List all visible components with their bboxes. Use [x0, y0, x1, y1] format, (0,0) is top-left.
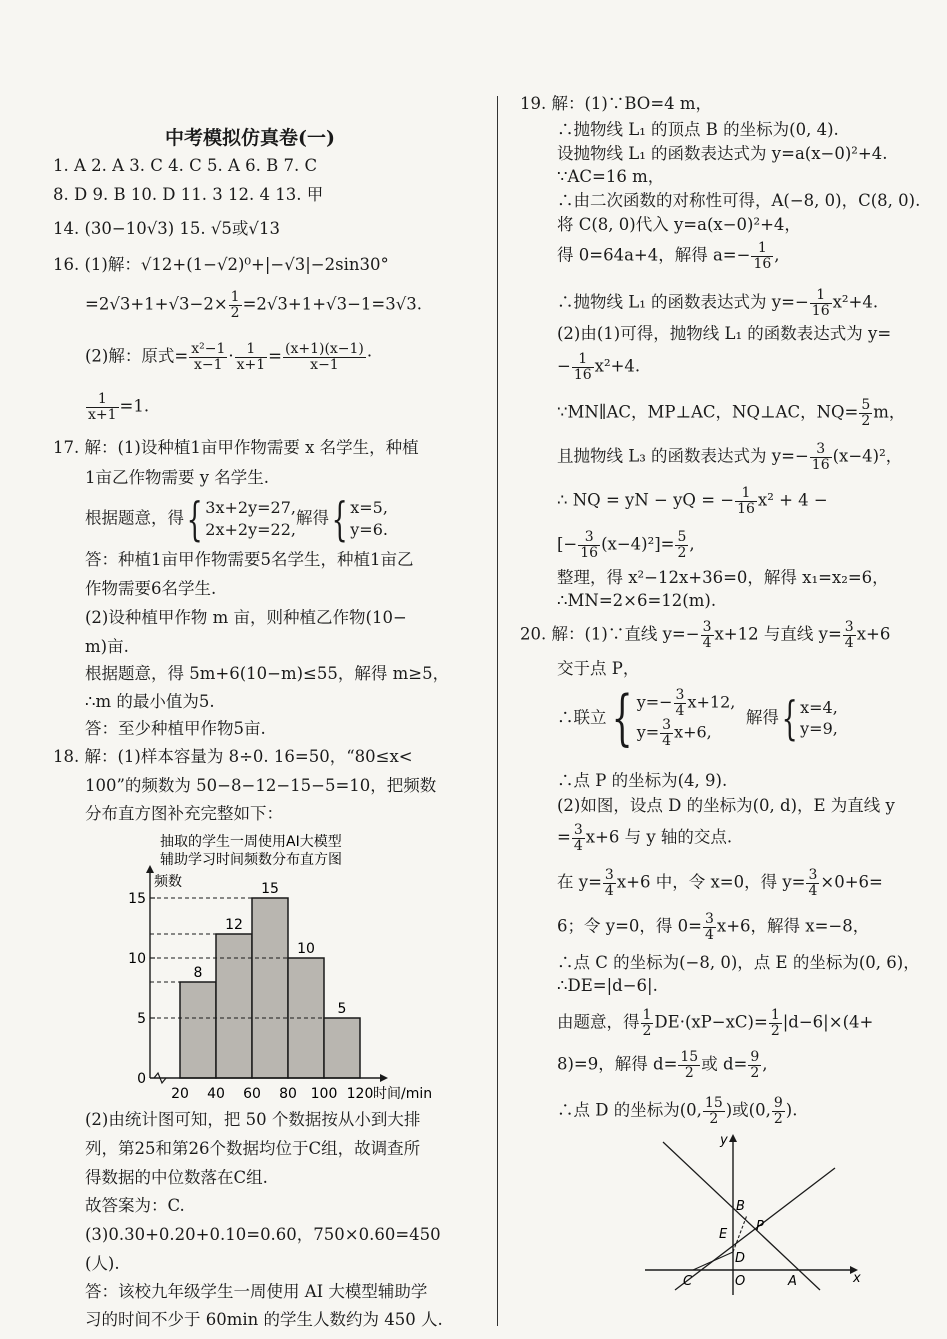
- q19-line8: ∴抛物线 L₁ 的函数表达式为 y=− $\frac{1}{16}$ x²+4.: [557, 287, 879, 319]
- q19-line6: 将 C(8, 0)代入 y=a(x−0)²+4，: [557, 215, 801, 234]
- q17-line6: (2)设种植甲作物 m 亩，则种植乙作物(10−: [85, 608, 407, 627]
- q20-line2: 交于点 P，: [557, 659, 640, 678]
- q17-line8: 根据题意，得 5m+6(10−m)≤55，解得 m≥5，: [85, 664, 450, 683]
- page-title: 中考模拟仿真卷(一): [165, 127, 335, 149]
- y-tick-label: 0: [137, 1071, 146, 1087]
- q17-line7: m)亩.: [85, 637, 129, 656]
- y-tick-label: 15: [128, 891, 146, 907]
- q20-line5: (2)如图，设点 D 的坐标为(0, d)，E 为直线 y: [557, 796, 895, 815]
- q19-line9: (2)由(1)可得，抛物线 L₁ 的函数表达式为 y=: [557, 324, 892, 343]
- x-tick-label: 120: [346, 1086, 374, 1102]
- bar-value-label: 10: [297, 941, 315, 957]
- q19-line7: 得 0=64a+4，解得 a=− $\frac{1}{16}$ ,: [557, 240, 780, 272]
- q17-line10: 答：至少种植甲作物5亩.: [85, 719, 266, 738]
- q18-line11: 习的时间不少于 60min 的学生人数约为 450 人.: [85, 1310, 443, 1329]
- q20-line13: ∴点 D 的坐标为(0, $\frac{15}{2}$ )或(0, $\frac{9}{2}$ ).: [557, 1095, 798, 1127]
- bar-value-label: 12: [225, 917, 243, 933]
- q18-line5: 列，第25和第26个数据均位于C组，故调查所: [85, 1139, 421, 1158]
- q18-line3: 分布直方图补充完整如下：: [85, 804, 283, 823]
- q17-system: 根据题意，得{ 3x+2y=27, 2x+2y=22,解得{ x=5, y=6.: [85, 492, 388, 546]
- q20-line10: ∴DE=|d−6|.: [557, 976, 658, 995]
- bar-value-label: 5: [337, 1001, 347, 1017]
- q17-line1: 17. 解：(1)设种植1亩甲作物需要 x 名学生，种植: [53, 438, 419, 457]
- y-axis-arrow: [729, 1134, 737, 1142]
- label-x: x: [853, 1271, 861, 1286]
- histogram-bar: [324, 1018, 360, 1078]
- chart-title-line2: 辅助学习时间频数分布直方图: [160, 852, 342, 868]
- q20-system: ∴联立{ y=− $\frac{3}{4}$ x+12, y= $\frac{3}{4}$ x+6, 解得{ x=4, y=9,: [557, 683, 838, 754]
- q16-line3: (2)解：原式= $\frac{\text{x²−1}}{x-1}$ · $\frac{1}{x+1}$ = $\frac{(x+1)(x-1)}{x-1}$ ·: [85, 341, 373, 373]
- segment-pd: [733, 1215, 747, 1252]
- histogram-bar: [180, 982, 216, 1078]
- bar-value-label: 15: [261, 881, 279, 897]
- segment-cd: [693, 1252, 733, 1270]
- histogram-bar: [216, 934, 252, 1078]
- q17-line2: 1亩乙作物需要 y 名学生.: [85, 468, 270, 487]
- q20-line11: 由题意，得 $\frac{1}{2}$ DE·(xP−xC)= $\frac{1}{2}$ |d−6|×(4+: [557, 1007, 874, 1039]
- column-divider: [497, 96, 498, 1326]
- q19-line16: ∴MN=2×6=12(m).: [557, 591, 717, 610]
- y-tick-label: 10: [128, 951, 146, 967]
- q20-line7: 在 y= $\frac{3}{4}$ x+6 中，令 x=0，得 y= $\frac{3}{4}$ ×0+6=: [557, 867, 883, 899]
- label-y: y: [720, 1133, 728, 1148]
- chart-title-line1: 抽取的学生一周使用AI大模型: [160, 834, 342, 850]
- q19-line13: ∴ NQ = yN − yQ = − $\frac{1}{16}$ x² + 4 −: [557, 485, 828, 517]
- q16-line4: $\frac{1}{x+1}$ =1.: [88, 391, 150, 423]
- q19-line14: [− $\frac{3}{16}$ (x−4)²]= $\frac{5}{2}$ ,: [557, 529, 695, 561]
- q19-line2: ∴抛物线 L₁ 的顶点 B 的坐标为(0, 4).: [557, 120, 839, 139]
- q20-line6: = $\frac{3}{4}$ x+6 与 y 轴的交点.: [557, 822, 733, 854]
- q19-line3: 设抛物线 L₁ 的函数表达式为 y=a(x−0)²+4.: [557, 144, 888, 163]
- q19-line15: 整理，得 x²−12x+36=0，解得 x₁=x₂=6，: [557, 568, 889, 587]
- label-p: P: [756, 1219, 764, 1234]
- label-o: O: [735, 1274, 746, 1289]
- q18-line10: 答：该校九年级学生一周使用 AI 大模型辅助学: [85, 1282, 428, 1301]
- q20-line9: ∴点 C 的坐标为(−8, 0)，点 E 的坐标为(0, 6)，: [557, 953, 920, 972]
- q16-line1: 16. (1)解：√12+(1−√2)⁰+|−√3|−2sin30°: [53, 255, 389, 274]
- q20-line1: 20. 解：(1)∵直线 y=− $\frac{3}{4}$ x+12 与直线 y= $\frac{3}{4}$ x+6: [520, 619, 891, 651]
- q17-line5: 作物需要6名学生.: [85, 579, 217, 598]
- answers-1-7: 1. A 2. A 3. C 4. C 5. A 6. B 7. C: [53, 156, 318, 175]
- chart-xlabel: 时间/min: [373, 1086, 433, 1102]
- line-l1: [663, 1142, 820, 1290]
- q18-line4: (2)由统计图可知，把 50 个数据按从小到大排: [85, 1110, 421, 1129]
- chart-ylabel: 频数: [154, 874, 182, 890]
- q16-line2: =2√3+1+√3−2× $\frac{1}{2}$ =2√3+1+√3−1=3√3.: [85, 289, 422, 321]
- x-tick-label: 80: [279, 1086, 297, 1102]
- label-e: E: [719, 1227, 728, 1242]
- q17-line4: 答：种植1亩甲作物需要5名学生，种植1亩乙: [85, 550, 414, 569]
- label-a: A: [788, 1274, 797, 1289]
- q19-line11: ∵MN∥AC，MP⊥AC，NQ⊥AC，NQ= $\frac{5}{2}$ m，: [557, 397, 906, 429]
- histogram-bar: [252, 898, 288, 1078]
- q18-line2: 100”的频数为 50−8−12−15−5=10，把频数: [85, 776, 437, 795]
- answers-14-15: 14. (30−10√3) 15. √5或√13: [53, 219, 280, 238]
- bar-value-label: 8: [193, 965, 203, 981]
- q18-line1: 18. 解：(1)样本容量为 8÷0. 16=50，“80≤x<: [53, 747, 413, 766]
- label-c: C: [683, 1274, 693, 1289]
- q17-line9: ∴m 的最小值为5.: [85, 692, 215, 711]
- x-tick-label: 60: [243, 1086, 261, 1102]
- x-tick-label: 20: [171, 1086, 189, 1102]
- q18-line7: 故答案为：C.: [85, 1196, 185, 1215]
- histogram-chart: [120, 828, 460, 1108]
- q19-line5: ∴由二次函数的对称性可得，A(−8, 0)，C(8, 0).: [557, 191, 921, 210]
- q19-line4: ∵AC=16 m，: [557, 167, 665, 186]
- x-tick-label: 40: [207, 1086, 225, 1102]
- q20-line8: 6；令 y=0，得 0= $\frac{3}{4}$ x+6，解得 x=−8，: [557, 911, 870, 943]
- chart-x-axis-arrow: [380, 1074, 388, 1082]
- q18-line9: (人).: [85, 1254, 120, 1273]
- q19-line12: 且抛物线 L₃ 的函数表达式为 y=− $\frac{3}{16}$ (x−4)²，: [557, 441, 903, 473]
- q20-line4: ∴点 P 的坐标为(4, 9).: [557, 771, 728, 790]
- label-b: B: [736, 1199, 745, 1214]
- q20-line12: 8)=9，解得 d= $\frac{15}{2}$ 或 d= $\frac{9}{2}$ ,: [557, 1049, 768, 1081]
- q18-line8: (3)0.30+0.20+0.10=0.60，750×0.60=450: [85, 1225, 441, 1244]
- q18-line6: 得数据的中位数落在C组.: [85, 1168, 268, 1187]
- label-d: D: [735, 1251, 746, 1266]
- y-tick-label: 5: [137, 1011, 146, 1027]
- chart-y-axis-arrow: [146, 865, 154, 873]
- q19-line10: − $\frac{1}{16}$ x²+4.: [557, 351, 641, 383]
- q19-line1: 19. 解：(1)∵BO=4 m，: [520, 94, 713, 113]
- answers-8-13: 8. D 9. B 10. D 11. 3 12. 4 13. 甲: [53, 185, 324, 204]
- x-tick-label: 100: [310, 1086, 338, 1102]
- line-l2: [675, 1168, 835, 1290]
- coordinate-figure: [635, 1130, 865, 1300]
